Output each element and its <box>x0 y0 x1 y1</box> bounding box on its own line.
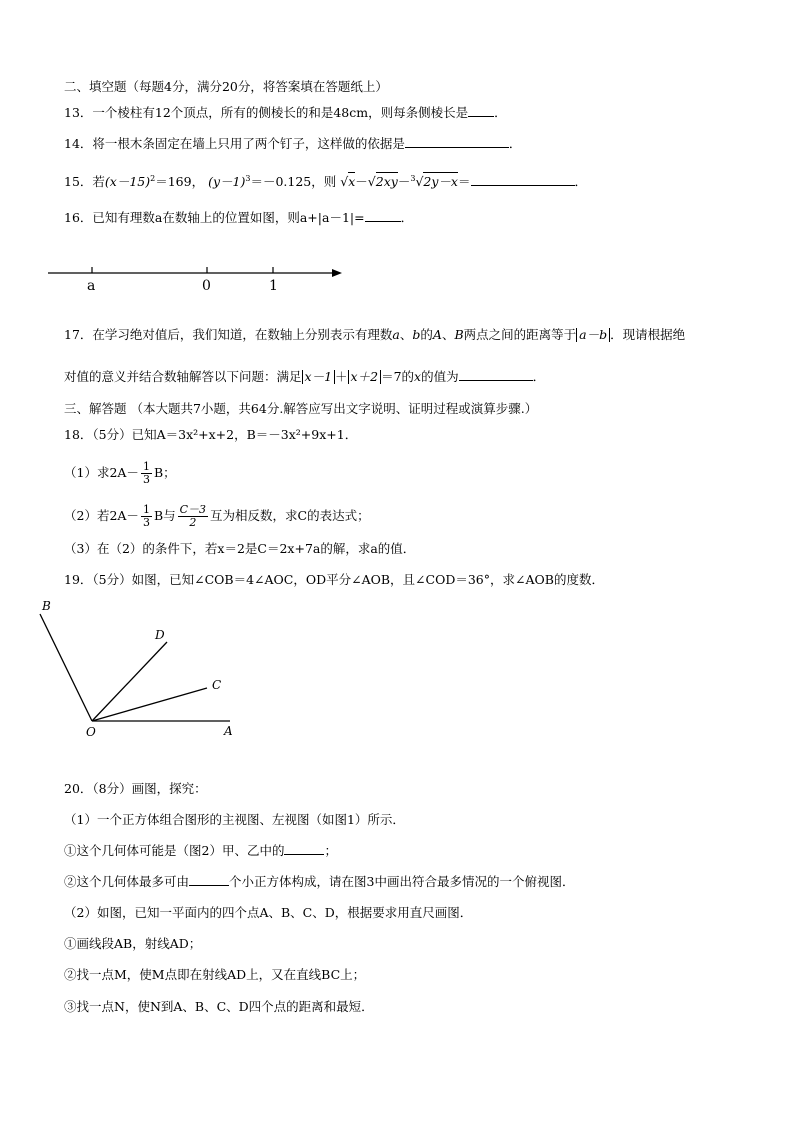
q17-text-1c: 两点之间的距离等于 <box>463 327 577 342</box>
q17-point-a: A <box>432 327 442 342</box>
q15-number: 15． <box>64 174 93 190</box>
q20-s2-pre: ②这个几何体最多可由 <box>64 874 190 889</box>
q20-s2-answer-blank[interactable] <box>189 873 229 886</box>
q16-number: 16． <box>64 210 93 225</box>
q17-var-a: a <box>392 327 400 342</box>
tick-label-a: a <box>87 278 96 294</box>
question-16 <box>64 209 413 227</box>
q18-p2-fraction <box>141 504 152 529</box>
q17-text-2a: 对值的意义并结合数轴解答以下问题：满足 <box>64 369 302 384</box>
q15-answer-blank[interactable] <box>471 173 575 186</box>
question-19-text: 19．（5分）如图，已知∠COB＝4∠AOC，OD平分∠AOB，且∠COD＝36°，求∠AOB的度数． <box>64 572 604 587</box>
q17-sep1: 、 <box>399 327 413 342</box>
q18-p1-frac-den: 3 <box>142 473 150 486</box>
q17-abs-2: x＋2 <box>348 370 382 384</box>
question-20-task-3: ③找一点N，使N到A、B、C、D四个点的距离和最短． <box>64 999 374 1014</box>
q17-var-b: b <box>412 327 421 342</box>
question-20-sub-1 <box>64 842 337 860</box>
q15-end: ． <box>574 174 588 190</box>
question-18-head: 18．（5分）已知A＝3x²+x+2，B＝－3x²+9x+1． <box>64 427 358 442</box>
q17-var-x: x <box>414 369 422 384</box>
q14-answer-blank[interactable] <box>405 135 509 148</box>
q17-number: 17． <box>64 327 93 342</box>
question-18-part-2 <box>64 504 370 529</box>
q15-eq1-exponent: 2 <box>150 174 156 183</box>
label-c: C <box>212 678 222 692</box>
label-o: O <box>86 725 96 739</box>
q18-p2-frac2-num: C－3 <box>179 503 207 516</box>
q13-answer-blank[interactable] <box>468 104 494 117</box>
question-20-task-2: ②找一点M，使M点即在射线AD上，又在直线BC上； <box>64 967 366 982</box>
sqrt-symbol: √ <box>340 174 349 190</box>
q18-p2-pre: （2）若2A－ <box>64 508 139 523</box>
q15-prefix: 若 <box>92 174 105 190</box>
q18-p2-frac-den: 3 <box>142 516 150 529</box>
q17-text-1a: 在学习绝对值后，我们知道，在数轴上分别表示有理数 <box>92 327 393 342</box>
q16-text: 已知有理数a在数轴上的位置如图，则a+|a－1|= <box>92 210 365 225</box>
q18-p1-pre: （1）求2A－ <box>64 465 139 480</box>
q20-s1-answer-blank[interactable] <box>284 842 324 855</box>
q20-s1-pre: ①这个几何体可能是（图2）甲、乙中的 <box>64 843 285 858</box>
q13-end: ． <box>494 105 507 120</box>
q17-point-b: B <box>454 327 464 342</box>
sqrt-symbol: √ <box>415 174 424 190</box>
q18-p1-fraction <box>141 461 152 486</box>
q18-p1-frac-num: 1 <box>142 460 150 473</box>
q15-eq1-rhs: ＝169， <box>155 174 205 190</box>
q15-equals: ＝ <box>458 174 471 190</box>
q17-text-1b: 的 <box>420 327 433 342</box>
q15-root1: x <box>348 174 356 190</box>
section-2-heading: 二、填空题（每题4分，满分20分，将答案填在答题纸上） <box>64 79 388 94</box>
q18-p2-frac2-den: 2 <box>189 516 197 529</box>
q14-number: 14． <box>64 136 93 151</box>
q15-minus1: － <box>355 174 368 190</box>
question-17-line-2 <box>64 368 545 386</box>
tick-label-1: 1 <box>269 278 278 294</box>
q20-s2-post: 个小正方体构成，请在图3中画出符合最多情况的一个俯视图． <box>229 874 575 889</box>
label-d: D <box>155 628 165 642</box>
sqrt-symbol: √ <box>367 174 376 190</box>
number-line-figure <box>44 262 354 298</box>
q15-root2: 2xy <box>375 174 398 190</box>
q16-end: ． <box>400 210 414 225</box>
q18-p1-post: B； <box>153 465 176 480</box>
q13-number: 13． <box>64 105 93 120</box>
q13-text: 一个棱柱有12个顶点，所有的侧棱长的和是48cm，则每条侧棱长是 <box>92 105 469 120</box>
q18-p2-frac-num: 1 <box>142 503 150 516</box>
q17-answer-blank[interactable] <box>459 368 533 381</box>
q15-eq1: (x－15) <box>104 174 151 190</box>
label-a: A <box>224 724 233 738</box>
q17-abs-ab: a－b <box>576 328 610 342</box>
question-17-line-1 <box>64 326 685 344</box>
ray-oc <box>92 688 207 721</box>
q15-then: 则 <box>323 174 337 190</box>
q17-sep2: 、 <box>441 327 455 342</box>
q16-answer-blank[interactable] <box>365 209 401 222</box>
q14-text: 将一根木条固定在墙上只用了两个钉子，这样做的依据是 <box>92 136 405 151</box>
question-15 <box>64 170 587 191</box>
q18-p2-post: 互为相反数，求C的表达式； <box>210 508 370 523</box>
ray-od <box>92 642 167 721</box>
q15-cube-index: 3 <box>410 174 416 183</box>
q18-p2-fraction-2 <box>178 504 208 529</box>
ray-ob <box>40 614 92 721</box>
q17-text-1d: ．现请根据绝 <box>610 327 686 342</box>
tick-label-0: 0 <box>202 278 211 294</box>
question-18-part-3: （3）在（2）的条件下，若x＝2是C＝2x+7a的解，求a的值． <box>64 541 416 556</box>
q14-end: ． <box>508 136 522 151</box>
label-b: B <box>42 599 51 613</box>
q17-abs-1: x－1 <box>302 370 336 384</box>
q17-plus: ＋ <box>335 369 348 384</box>
question-20-part-1: （1）一个正方体组合图形的主视图、左视图（如图1）所示． <box>64 812 405 827</box>
q15-eq2-rhs: ＝－0.125， <box>250 174 324 190</box>
angle-figure <box>34 598 244 740</box>
section-3-heading: 三、解答题 （本大题共7小题，共64分.解答应写出文字说明、证明过程或演算步骤.） <box>64 401 538 416</box>
arrow-right-icon <box>332 269 342 277</box>
question-20-sub-2 <box>64 873 574 891</box>
question-18-part-1 <box>64 461 176 486</box>
q15-root3: 2y－x <box>423 174 458 190</box>
question-13 <box>64 104 507 122</box>
q18-p2-mid: B与 <box>153 508 176 523</box>
question-14 <box>64 135 521 153</box>
q15-eq2-exponent: 3 <box>245 174 251 183</box>
q20-s1-post: ； <box>324 843 337 858</box>
q17-end: ． <box>532 369 546 384</box>
q17-text-2b: ＝7的 <box>381 369 415 384</box>
question-20-part-2: （2）如图，已知一平面内的四个点A、B、C、D，根据要求用直尺画图． <box>64 905 473 920</box>
q15-eq2: (y－1) <box>208 174 246 190</box>
question-20-head: 20．（8分）画图，探究： <box>64 781 207 796</box>
q17-text-2c: 的值为 <box>421 369 459 384</box>
question-20-task-1: ①画线段AB，射线AD； <box>64 936 202 951</box>
q15-minus2: － <box>397 174 411 190</box>
